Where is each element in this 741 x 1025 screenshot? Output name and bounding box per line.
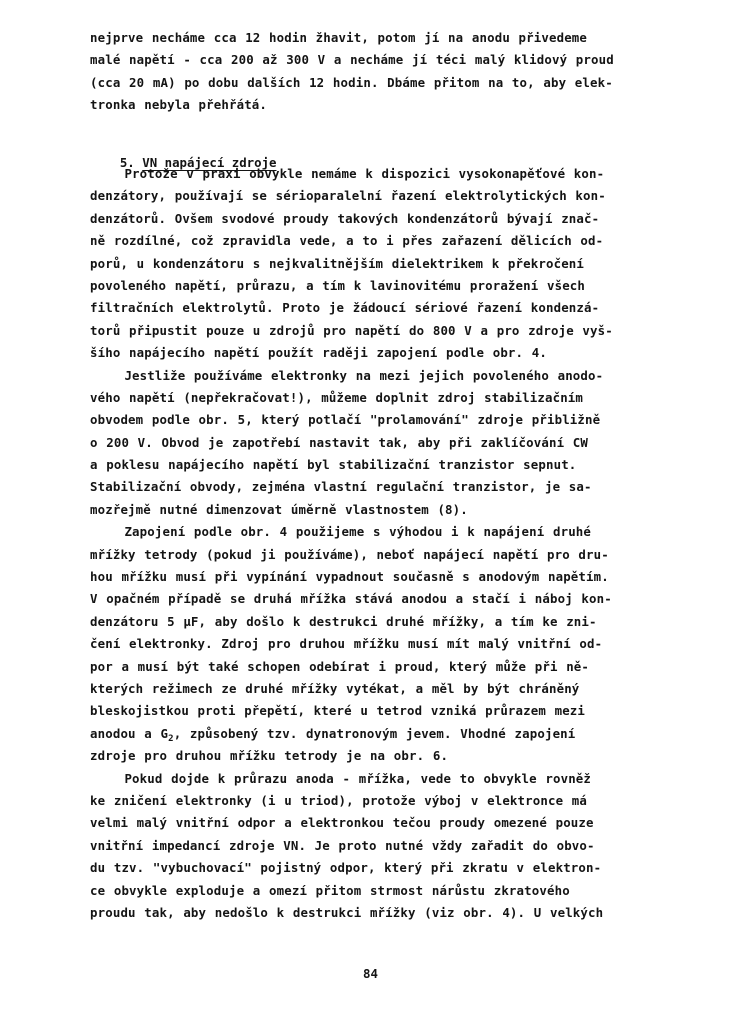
body-line: Stabilizační obvody, zejména vlastní regulační tranzistor, je sa- bbox=[90, 479, 592, 495]
body-line: du tzv. "vybuchovací" pojistný odpor, který při zkratu v elektron- bbox=[90, 860, 602, 876]
body-line: torů připustit pouze u zdrojů pro napětí do 800 V a pro zdroje vyš- bbox=[90, 322, 613, 338]
body-line: porů, u kondenzátoru s nejkvalitnějším dielektrikem k překročení bbox=[90, 255, 585, 271]
body-line: o 200 V. Obvod je zapotřebí nastavit tak, aby při zaklíčování CW bbox=[90, 434, 589, 450]
intro-line: nejprve necháme cca 12 hodin žhavit, potom jí na anodu přivedeme bbox=[90, 30, 588, 45]
body-line: zdroje pro druhou mřížku tetrody je na obr. 6. bbox=[90, 748, 449, 764]
body-line: mozřejmě nutné dimenzovat úměrně vlastnostem (8). bbox=[90, 501, 468, 517]
body-line: vého napětí (nepřekračovat!), můžeme doplnit zdroj stabilizačním bbox=[90, 389, 584, 405]
body-line: povoleného napětí, průrazu, a tím k lavinovitému proražení všech bbox=[90, 277, 586, 293]
body-line: a poklesu napájecího napětí byl stabilizační tranzistor sepnut. bbox=[90, 457, 577, 473]
body-line: V opačném případě se druhá mřížka stává anodou a stačí i náboj kon- bbox=[90, 591, 612, 607]
intro-paragraph bbox=[90, 27, 665, 117]
body-line: hou mřížku musí při vypínání vypadnout současně s anodovým napětím. bbox=[90, 569, 609, 585]
body-line: filtračních elektrolytů. Proto je žádoucí sériové řazení kondenzá- bbox=[90, 300, 600, 316]
body-line: Zapojení podle obr. 4 použijeme s výhodou i k napájení druhé bbox=[90, 524, 592, 540]
body-line: obvodem podle obr. 5, který potlačí "prolamování" zdroje přibližně bbox=[90, 412, 601, 428]
body-line: velmi malý vnitřní odpor a elektronkou tečou proudy omezené pouze bbox=[90, 815, 594, 831]
body-line: denzátorů. Ovšem svodové proudy takových kondenzátorů bývají znač- bbox=[90, 210, 600, 226]
body-line: ce obvykle exploduje a omezí přitom strmost nárůstu zkratového bbox=[90, 882, 570, 898]
body-line: šího napájecího napětí použít raději zapojení podle obr. 4. bbox=[90, 345, 547, 361]
body-line: proudu tak, aby nedošlo k destrukci mřížky (viz obr. 4). U velkých bbox=[90, 904, 604, 920]
body-line: vnitřní impedancí zdroje VN. Je proto nutné vždy zařadit do obvo- bbox=[90, 837, 595, 853]
page-number: 84 bbox=[363, 966, 378, 981]
body-line: kterých režimech ze druhé mřížky vytékat, a měl by být chráněný bbox=[90, 680, 580, 696]
body-line: bleskojistkou proti přepětí, které u tetrod vzniká průrazem mezi bbox=[90, 703, 586, 719]
section-number: 5. bbox=[119, 155, 135, 170]
body-line: denzátory, používají se sérioparalelní řazení elektrolytických kon- bbox=[90, 188, 606, 204]
body-line: ně rozdílné, což zpravidla vede, a to i přes zařazení dělicích od- bbox=[90, 233, 604, 249]
body-line: mřížky tetrody (pokud ji používáme), neboť napájecí napětí pro dru- bbox=[90, 546, 609, 562]
body-line: Pokud dojde k průrazu anoda - mřížka, vede to obvykle rovněž bbox=[90, 770, 592, 786]
body-text bbox=[90, 163, 665, 924]
intro-line: tronka nebyla přehřátá. bbox=[90, 97, 268, 113]
body-line: denzátoru 5 µF, aby došlo k destrukci druhé mřížky, a tím ke zni- bbox=[90, 613, 597, 629]
body-line: por a musí být také schopen odebírat i proud, který může při ně- bbox=[90, 658, 590, 674]
body-line: čení elektronky. Zdroj pro druhou mřížku musí mít malý vnitřní od- bbox=[90, 636, 603, 652]
intro-line: (cca 20 mA) po dobu dalších 12 hodin. Dbáme přitom na to, aby elek- bbox=[90, 74, 613, 90]
body-line: Jestliže používáme elektronky na mezi jejich povoleného anodo- bbox=[90, 367, 604, 383]
section-title: VN napájecí zdroje bbox=[142, 155, 277, 170]
intro-line: malé napětí - cca 200 až 300 V a necháme jí téci malý klidový proud bbox=[90, 52, 614, 68]
body-line: anodou a $G_2$, způsobený tzv. dynatronovým jevem. Vhodné zapojení bbox=[90, 725, 576, 744]
body-line: ke zničení elektronky (i u triod), protože výboj v elektronce má bbox=[90, 792, 588, 808]
body-line: Protože v praxi obvykle nemáme k dispozici vysokonapěťové kon- bbox=[90, 166, 605, 181]
